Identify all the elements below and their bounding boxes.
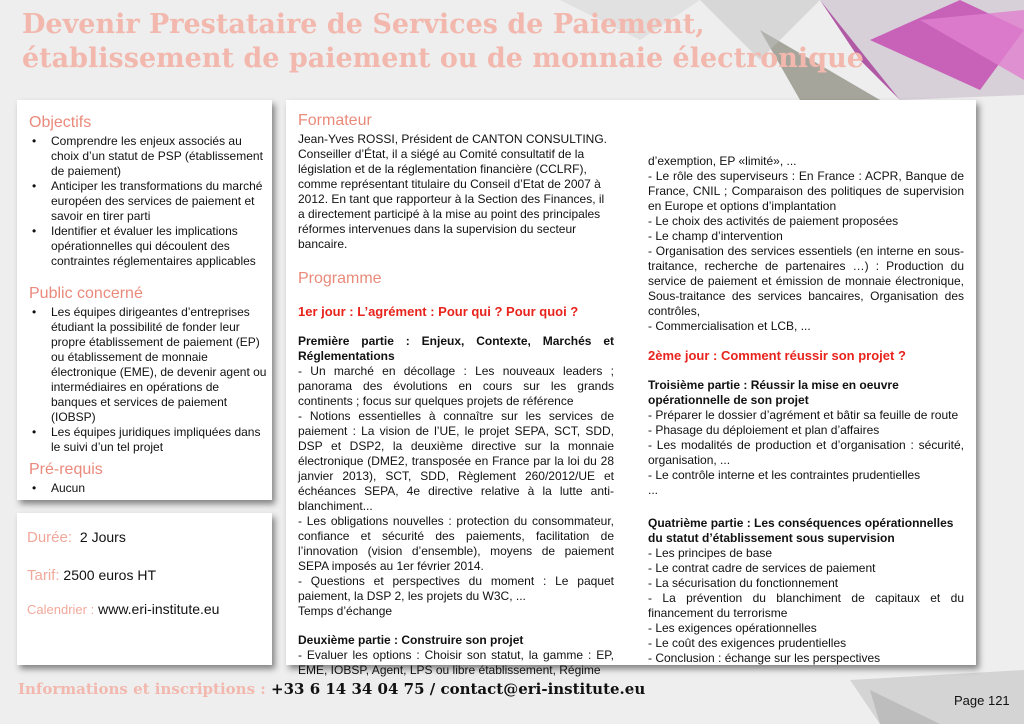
page-number: Page 121 xyxy=(954,693,1010,708)
list-item: • Aucun xyxy=(51,481,267,496)
part3-title: Troisième partie : Réussir la mise en oeuvre opérationnelle de son projet xyxy=(648,378,899,407)
part4-line: - La prévention du blanchiment de capitaux et du financement du terrorisme xyxy=(648,591,964,620)
part3-line: - Préparer le dossier d’agrément et bâtir sa feuille de route xyxy=(648,408,959,422)
footer-contact xyxy=(18,680,645,698)
part3-line: - Phasage du déploiement et plan d’affaires xyxy=(648,423,880,437)
part4-line: - Les exigences opérationnelles xyxy=(648,621,817,635)
part2-line-continued: d’exemption, EP «limité», ... xyxy=(648,154,797,168)
footer-contact-info[interactable]: +33 6 14 34 04 75 / contact@eri-institute.eu xyxy=(271,680,646,698)
day1-heading: 1er jour : L’agrément : Pour qui ? Pour quoi ? xyxy=(298,304,579,319)
programme-panel xyxy=(286,100,976,677)
part4-title: Quatrième partie : Les conséquences opérationnelles du statut d’établissement sous supervision xyxy=(648,516,954,545)
part2-line: - Le champ d’intervention xyxy=(648,229,783,243)
part3-line: ... xyxy=(648,483,659,497)
calendrier-row xyxy=(27,601,219,617)
prerequis-heading: Pré-requis xyxy=(29,461,103,478)
part1-line: - Questions et perspectives du moment : Le paquet paiement, la DSP 2, les projets du W3C, ... xyxy=(298,574,614,603)
left-info-panel xyxy=(17,100,272,500)
part2-line: - Le choix des activités de paiement proposées xyxy=(648,214,899,228)
list-item: • Anticiper les transformations du marché européen des services de paiement et savoir en tirer parti xyxy=(51,179,267,224)
tarif-row xyxy=(27,567,156,584)
title-line-1: Devenir Prestataire de Services de Paiement, xyxy=(22,9,705,40)
column-right xyxy=(648,154,964,666)
list-item: • Les équipes juridiques impliquées dans le suivi d’un tel projet xyxy=(51,425,267,455)
part4-line: - La sécurisation du fonctionnement xyxy=(648,576,839,590)
objectifs-heading: Objectifs xyxy=(29,114,92,131)
day2-heading: 2ème jour : Comment réussir son projet ? xyxy=(648,348,906,363)
part1-line: - Les obligations nouvelles : protection du consommateur, confiance et sécurité des paiements, facilitation de l’innovation (vision d’ensemble), moyens de paiement SEPA imposés au 1er février 2014. xyxy=(298,514,614,573)
part1-line: Temps d’échange xyxy=(298,604,393,618)
programme-heading: Programme xyxy=(298,270,382,287)
part3-line: - Les modalités de production et d’organisation : sécurité, organisation, ... xyxy=(648,438,964,467)
public-heading: Public concerné xyxy=(29,285,143,302)
calendrier-link[interactable]: www.eri-institute.eu xyxy=(98,601,220,617)
part2-title: Deuxième partie : Construire son projet xyxy=(298,633,524,647)
part1-line: - Notions essentielles à connaître sur les services de paiement : La vision de l’UE, le projet SEPA, SCT, SDD, DSP et DSP2, la deuxième directive sur la monnaie électronique (DME2, transposée en France par la loi du 28 janvier 2013), SCT, SDD, Règlement 260/2012/UE et échéances SEPA, 4e directive relative à la lutte anti-blanchiment... xyxy=(298,409,614,513)
column-left xyxy=(298,112,614,678)
duree-label: Durée: xyxy=(27,529,73,546)
footer-label: Informations et inscriptions : xyxy=(18,680,266,698)
formateur-heading: Formateur xyxy=(298,112,372,129)
page-title xyxy=(22,8,922,76)
part2-line: - Evaluer les options : Choisir son statut, la gamme : EP, EME, IOBSP, Agent, LPS ou libre établissement, Régime xyxy=(298,648,614,677)
tarif-label: Tarif: xyxy=(27,567,60,584)
formateur-text: Jean-Yves ROSSI, Président de CANTON CONSULTING. Conseiller d’État, il a siégé au Comité consultatif de la législation et de la réglementation financière (CCLRF), comme représentant titulaire du Conseil d’Etat de 2007 à 2012. En tant que rapporteur à la Section des Finances, il a directement participé à la mise au point des principales réformes intervenues dans la supervision du secteur bancaire. xyxy=(298,132,607,251)
list-item: • Comprendre les enjeux associés au choix d’un statut de PSP (établissement de paiement) xyxy=(51,134,267,179)
public-list xyxy=(29,305,267,455)
part2-line: - Organisation des services essentiels (en interne en sous-traitance, recherche de partenaires …) : Production du service de paiement et émission de monnaie électronique, Sous-traitance des services bancaires, Organisation des contrôles, xyxy=(648,244,964,318)
part4-line: - Le contrat cadre de services de paiement xyxy=(648,561,876,575)
title-line-2: établissement de paiement ou de monnaie électronique xyxy=(22,43,864,74)
calendrier-label: Calendrier : xyxy=(27,602,95,617)
part1-title: Première partie : Enjeux, Contexte, Marchés et Réglementations xyxy=(298,334,614,363)
duree-row xyxy=(27,529,126,546)
part2-line: - Commercialisation et LCB, ... xyxy=(648,319,811,333)
prerequis-list xyxy=(29,481,267,496)
objectifs-list xyxy=(29,134,267,269)
part3-line: - Le contrôle interne et les contraintes prudentielles xyxy=(648,468,921,482)
part4-line: - Conclusion : échange sur les perspectives xyxy=(648,651,881,665)
tarif-value: 2500 euros HT xyxy=(63,567,157,583)
part1-line: - Un marché en décollage : Les nouveaux leaders ; panorama des évolutions en cours sur les grands continents ; focus sur quelques projets de référence xyxy=(298,364,614,408)
part2-line: - Le rôle des superviseurs : En France : ACPR, Banque de France, CNIL ; Comparaison des politiques de supervision en Europe et options d’implantation xyxy=(648,169,964,213)
part4-line: - Les principes de base xyxy=(648,546,773,560)
list-item: • Identifier et évaluer les implications opérationnelles qui découlent des contraintes réglementaires applicables xyxy=(51,224,267,269)
part4-line: - Le coût des exigences prudentielles xyxy=(648,636,847,650)
practical-info-panel xyxy=(17,513,272,665)
duree-value: 2 Jours xyxy=(79,529,126,545)
list-item: • Les équipes dirigeantes d’entreprises étudiant la possibilité de fonder leur propre établissement de paiement (EP) ou établissement de monnaie électronique (EME), de devenir agent ou intermédiaires en opérations de banques et services de paiement (IOBSP) xyxy=(51,305,267,425)
